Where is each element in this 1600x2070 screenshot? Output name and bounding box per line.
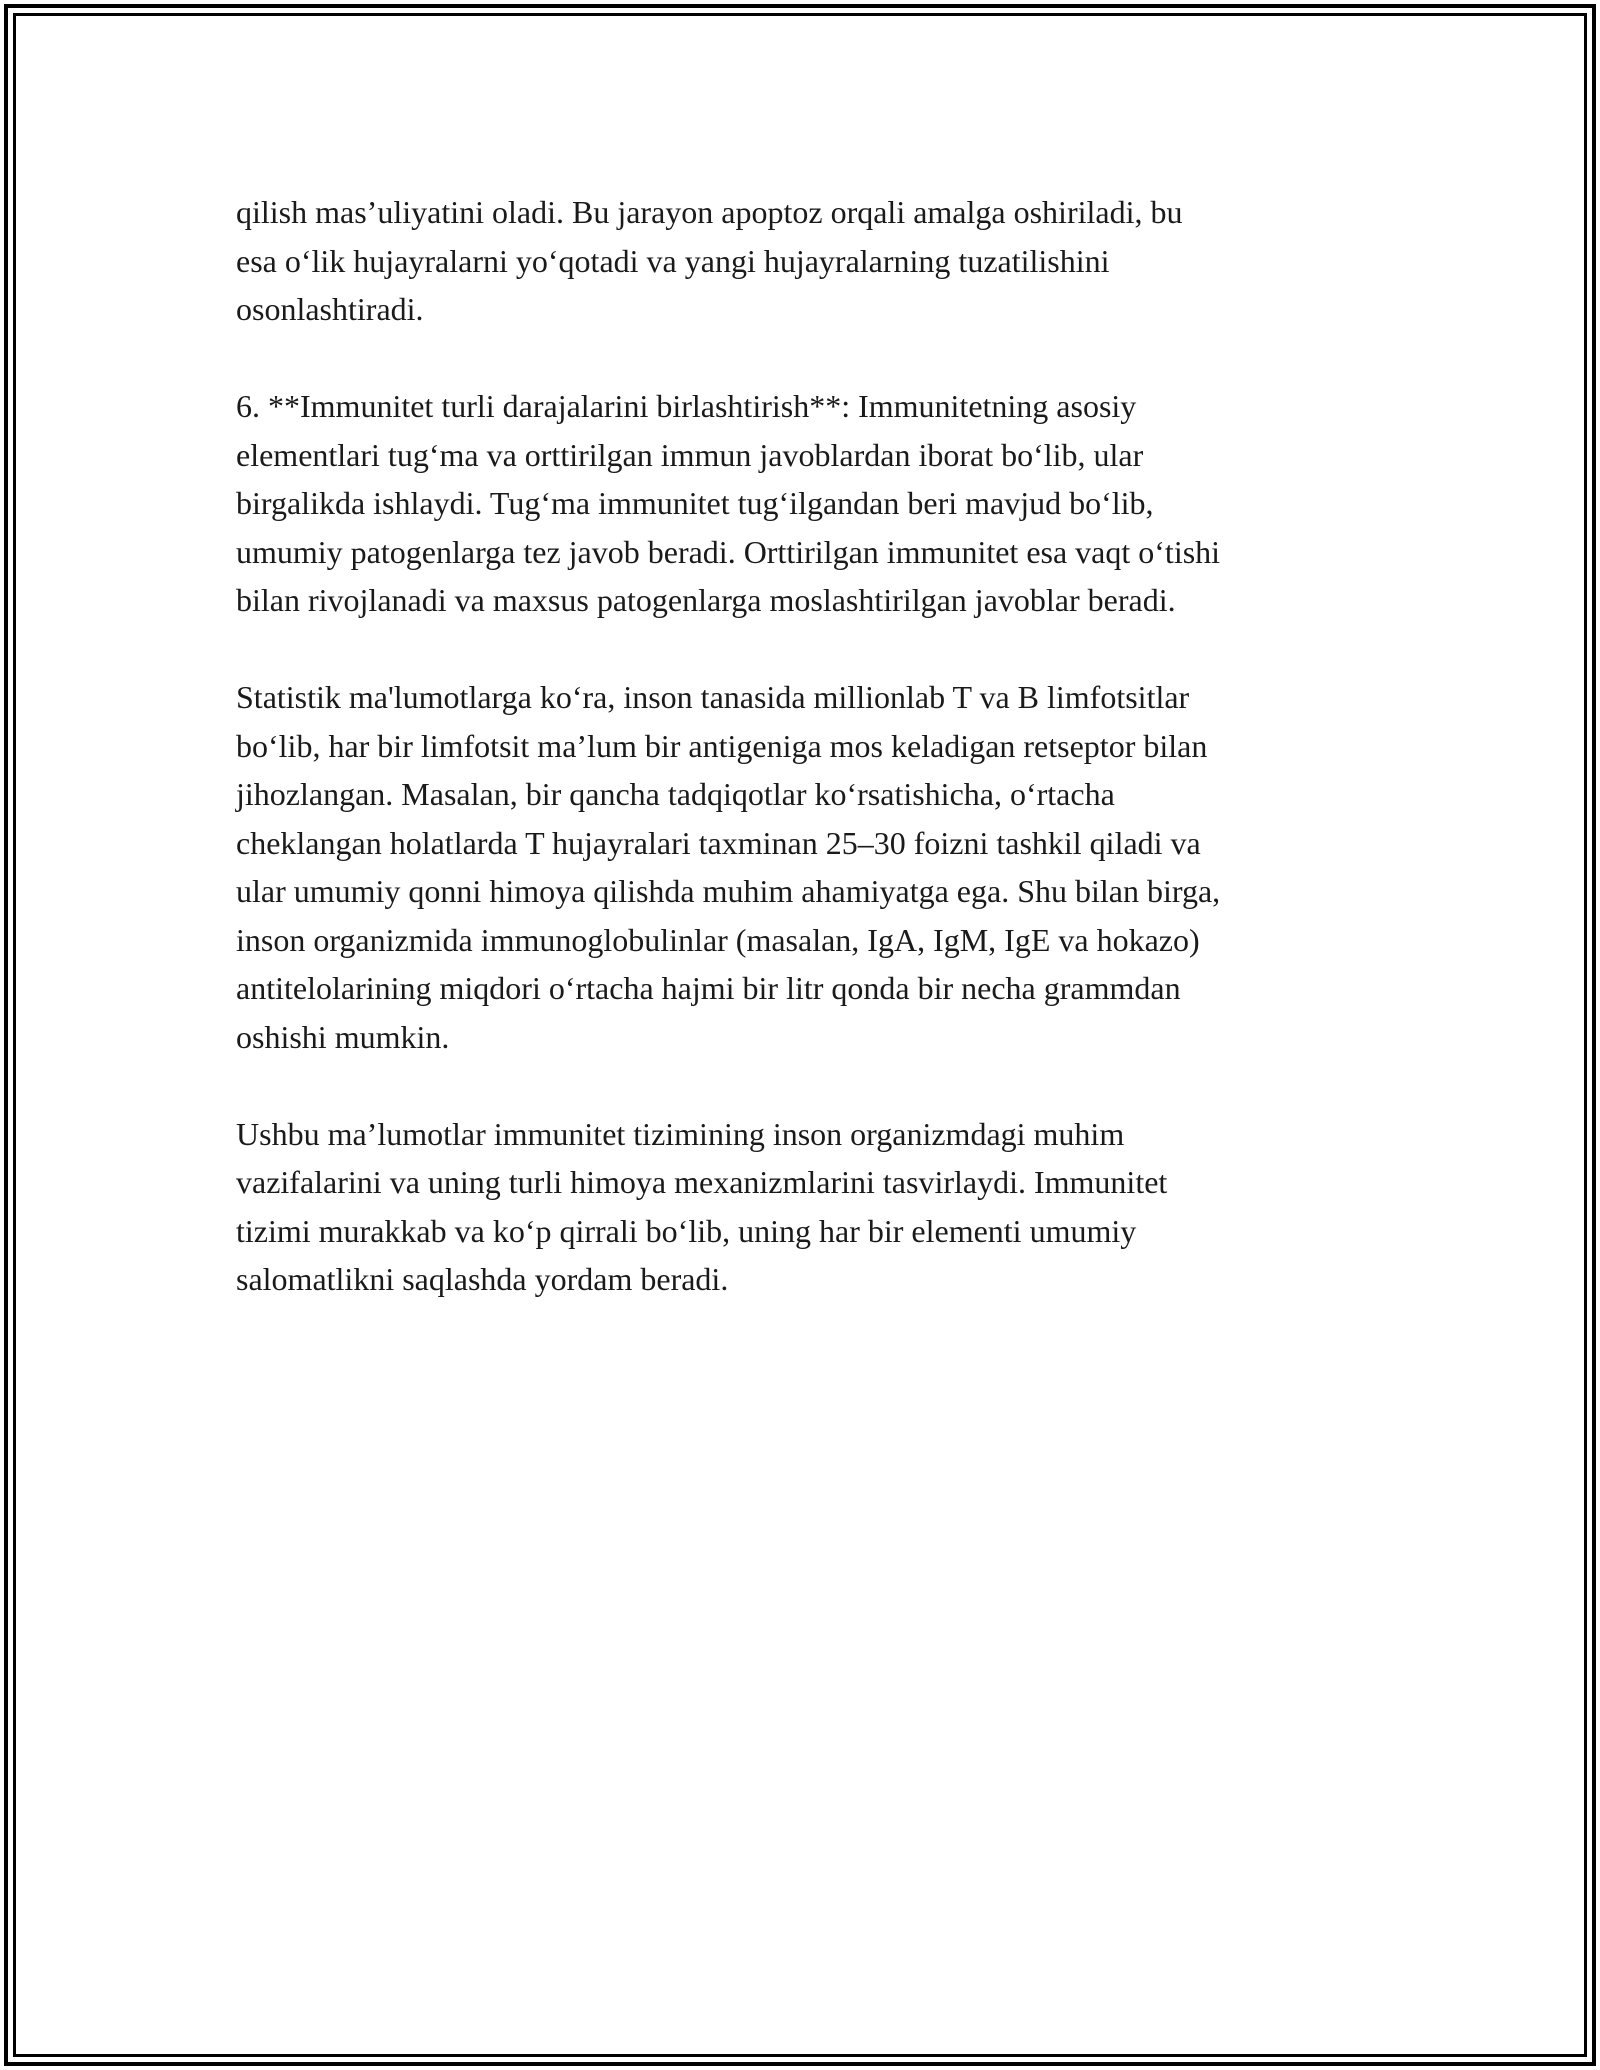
text-line: oshishi mumkin. <box>236 1018 450 1055</box>
text-line: bo‘lib, har bir limfotsit ma’lum bir antigeniga mos keladigan retseptor bilan <box>236 727 1208 764</box>
text-line: Statistik ma'lumotlarga ko‘ra, inson tanasida millionlab T va B limfotsitlar <box>236 679 1190 715</box>
text-line: umumiy patogenlarga tez javob beradi. Orttirilgan immunitet esa vaqt o‘tishi <box>236 533 1221 570</box>
paragraph-apoptosis-continuation <box>236 188 1376 334</box>
paragraph-statistics <box>236 673 1376 1061</box>
text-line: jihozlangan. Masalan, bir qancha tadqiqotlar ko‘rsatishicha, o‘rtacha <box>236 776 1115 812</box>
text-line: vazifalarini va uning turli himoya mexanizmlarini tasvirlaydi. Immunitet <box>236 1164 1168 1200</box>
text-line: osonlashtiradi. <box>236 291 424 327</box>
text-line: birgalikda ishlaydi. Tug‘ma immunitet tug‘ilgandan beri mavjud bo‘lib, <box>236 485 1154 521</box>
text-line: antitelolarining miqdori o‘rtacha hajmi bir litr qonda bir necha grammdan <box>236 970 1181 1006</box>
paragraph-immunity-levels <box>236 382 1376 625</box>
text-line: elementlari tug‘ma va orttirilgan immun javoblardan iborat bo‘lib, ular <box>236 436 1144 473</box>
text-line: cheklangan holatlarda T hujayralari taxminan 25–30 foizni tashkil qiladi va <box>236 824 1201 861</box>
text-line: esa o‘lik hujayralarni yo‘qotadi va yangi hujayralarning tuzatilishini <box>236 242 1110 279</box>
text-line: 6. **Immunitet turli darajalarini birlashtirish**: Immunitetning asosiy <box>236 388 1137 424</box>
text-line: Ushbu ma’lumotlar immunitet tizimining inson organizmdagi muhim <box>236 1115 1125 1152</box>
text-line: bilan rivojlanadi va maxsus patogenlarga moslashtirilgan javoblar beradi. <box>236 582 1176 618</box>
text-line: inson organizmida immunoglobulinlar (masalan, IgA, IgM, IgE va hokazo) <box>236 921 1200 958</box>
text-line: tizimi murakkab va ko‘p qirrali bo‘lib, uning har bir elementi umumiy <box>236 1212 1137 1249</box>
text-line: ular umumiy qonni himoya qilishda muhim ahamiyatga ega. Shu bilan birga, <box>236 873 1221 909</box>
document-body <box>236 188 1376 1352</box>
text-line: qilish mas’uliyatini oladi. Bu jarayon apoptoz orqali amalga oshiriladi, bu <box>236 194 1183 230</box>
text-line: salomatlikni saqlashda yordam beradi. <box>236 1261 729 1297</box>
paragraph-conclusion <box>236 1110 1376 1304</box>
